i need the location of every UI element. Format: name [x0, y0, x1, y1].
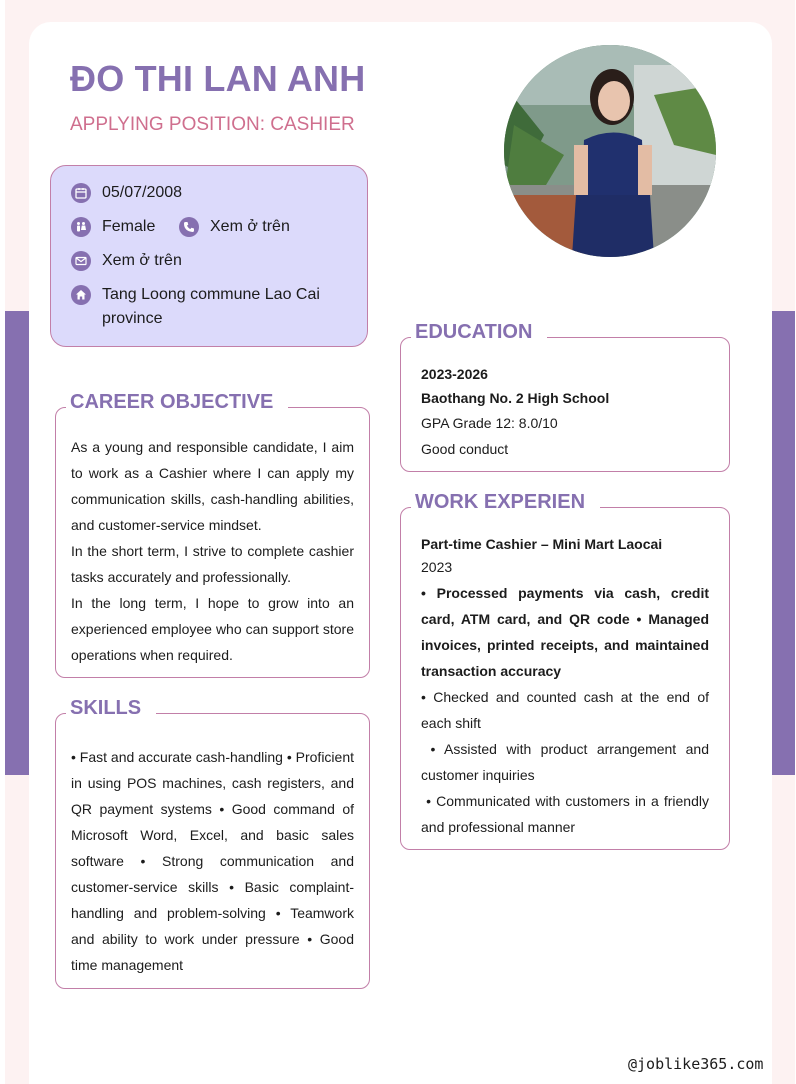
education-section: [400, 321, 730, 472]
education-school: Baothang No. 2 High School: [421, 390, 610, 406]
education-gpa: GPA Grade 12: 8.0/10: [421, 415, 558, 431]
work-duty-item: • Assisted with product arrangement and customer inquiries: [421, 741, 713, 783]
career-objective-text: [71, 434, 354, 668]
career-objective-paragraph: As a young and responsible candidate, I aim to work as a Cashier where I can apply my communication skills, cash-handling abilities, and customer-service mindset.: [71, 439, 354, 533]
left-accent-band: [5, 311, 29, 775]
work-duty-item: • Communicated with customers in a friendly and professional manner: [421, 793, 713, 835]
birthdate-row: [71, 181, 182, 205]
email-value: Xem ở trên: [102, 252, 182, 269]
education-title: EDUCATION: [411, 320, 547, 344]
career-objective-title: CAREER OBJECTIVE: [66, 390, 288, 414]
profile-photo: [504, 45, 716, 257]
skills-title: SKILLS: [66, 696, 156, 720]
right-accent-band: [771, 311, 795, 775]
work-experience-details: [421, 532, 713, 840]
education-conduct: Good conduct: [421, 441, 509, 457]
email-row: [71, 249, 182, 273]
address-row: [71, 283, 321, 331]
work-experience-section: [400, 491, 730, 850]
contact-info-box: [50, 165, 368, 347]
phone-row: [179, 215, 290, 239]
skills-section: [55, 697, 370, 989]
gender-row: [71, 215, 155, 239]
career-objective-paragraph: In the long term, I hope to grow into an experienced employee who can support store operations when required.: [71, 595, 354, 663]
work-experience-title: WORK EXPERIEN: [411, 490, 600, 514]
work-duty-item: • Checked and counted cash at the end of each shift: [421, 689, 709, 731]
education-years: 2023-2026: [421, 366, 488, 382]
calendar-icon: [71, 183, 91, 203]
phone-icon: [179, 217, 199, 237]
career-objective-section: [55, 391, 370, 678]
education-details: [421, 362, 709, 462]
skills-text: • Fast and accurate cash-handling • Proficient in using POS machines, cash registers, and QR payment systems • Good command of Microsoft Word, Excel, and basic sales software • Strong communication and customer-service skills • Basic complaint-handling and problem-solving • Teamwork and ability to work under pressure • Good time management: [71, 749, 354, 973]
home-icon: [71, 285, 91, 305]
candidate-name: ĐO THI LAN ANH: [70, 58, 366, 99]
career-objective-paragraph: In the short term, I strive to complete cashier tasks accurately and professionally.: [71, 543, 354, 585]
envelope-icon: [71, 251, 91, 271]
work-job-title: Part-time Cashier – Mini Mart Laocai: [421, 536, 663, 552]
watermark: @joblike365.com: [628, 1055, 764, 1073]
work-bold-duties: • Processed payments via cash, credit card, ATM card, and QR code • Managed invoices, printed receipts, and maintained transaction accuracy: [421, 585, 709, 679]
work-year: 2023: [421, 559, 453, 575]
birthdate-value: 05/07/2008: [102, 184, 183, 201]
gender-value: Female: [102, 218, 156, 235]
applying-position: APPLYING POSITION: CASHIER: [70, 114, 355, 135]
phone-value: Xem ở trên: [210, 218, 290, 235]
address-value: Tang Loong commune Lao Cai province: [102, 286, 320, 327]
gender-icon: [71, 217, 91, 237]
